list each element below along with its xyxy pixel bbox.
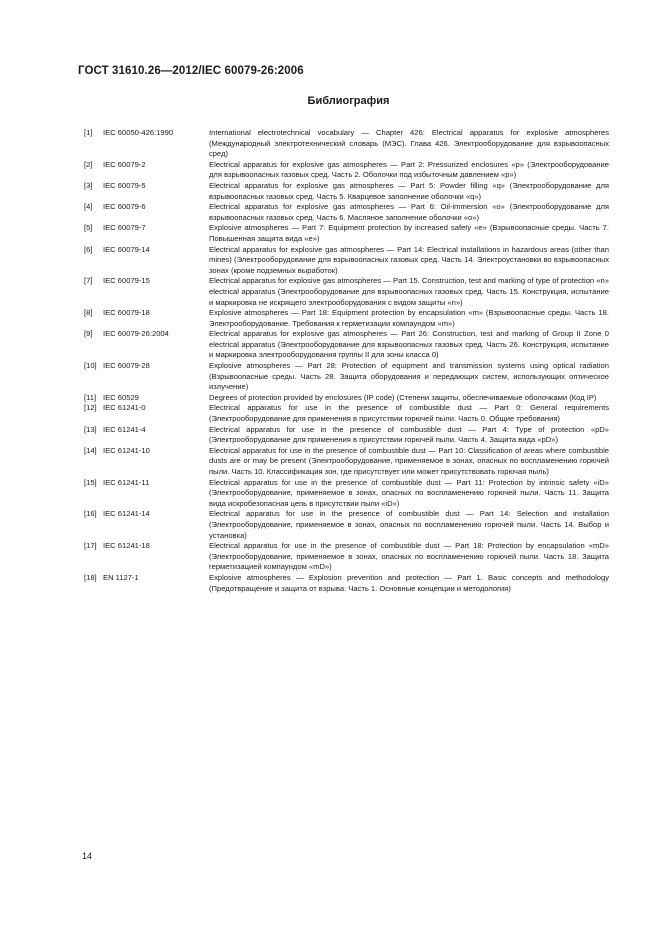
entry-standard-code: IEC 61241-0 — [103, 403, 146, 413]
entry-number: [3] — [84, 180, 93, 190]
entry-description: Explosive atmospheres — Part 28: Protection of equipment and transmission systems using optical radiation (Взрывоопасные среды. Часть 28. Защита оборудования и передающих систем, использующих оптическое излучение) — [209, 361, 609, 392]
entry-description: Electrical apparatus for use in the presence of combustible dust — Part 14: Selection and installation (Электрооборудование, применяемое в зонах, опасных по воспламенению горючей пыли. Часть 14. Выбор и установка) — [209, 509, 609, 540]
entry-description: Electrical apparatus for explosive gas atmospheres — Part 5: Powder filling «q» (Электрооборудование для взрывоопасных газовых сред. Часть 5. Кварцевое заполнение оболочки «q») — [209, 180, 609, 201]
entry-description: Degrees of protection provided by enclosures (IP code) (Степени защиты, обеспечиваемые оболочками (Код IP) — [209, 392, 597, 402]
entry-description: Electrical apparatus for use in the presence of combustible dust — Part 4: Type of protection «pD» (Электрооборудование для применения в присутствии горючей пыли. Часть 4. Защита вида «pD») — [209, 424, 609, 445]
entry-standard-code: IEC 60050-426:1990 — [103, 128, 174, 137]
entry-standard-code: IEC 60079-26:2004 — [103, 329, 169, 339]
entry-description: Electrical apparatus for use in the presence of combustible dust — Part 11: Protection by intrinsic safety «iD» (Электрооборудование, применяемое в зонах, опасных по воспламенению горючей пыли. Часть 11. Защита вида искробезопасная цепь в присутствии пыли «iD») — [209, 477, 609, 508]
entry-standard-code: IEC 60079-14 — [103, 244, 150, 254]
bibliography-entry — [84, 425, 609, 446]
bibliography-entry — [84, 393, 609, 404]
standard-header: ГОСТ 31610.26—2012/IEC 60079-26:2006 — [78, 65, 304, 77]
entry-description: Electrical apparatus for explosive gas atmospheres — Part 15. Construction, test and marking of type of protection «n» electrical apparatus (Электрооборудование для взрывоопасных газовых сред. Часть 15. Конструкция, испытание и маркировка не искрящего электрооборудования с видом защиты «n») — [209, 276, 609, 307]
entry-description: Electrical apparatus for use in the presence of combustible dust — Part 0: General requirements (Электрооборудование для применения в присутствии горючей пыли. Часть 0. Общие требования) — [209, 403, 609, 424]
entry-number: [14] — [84, 445, 97, 455]
entry-description: International electrotechnical vocabulary — Chapter 426: Electrical apparatus for explosive atmospheres (Международный электротехнический словарь (МЭС). Глава 426. Электрооборудование для взрывоопасных сред) — [209, 128, 609, 159]
entry-number: [6] — [84, 244, 93, 254]
bibliography-list — [84, 128, 609, 594]
entry-standard-code: IEC 61241-4 — [103, 424, 146, 434]
bibliography-entry — [84, 245, 609, 277]
entry-number: [18] — [84, 572, 97, 582]
entry-number: [15] — [84, 477, 97, 487]
entry-number: [16] — [84, 509, 97, 519]
entry-standard-code: IEC 60079-15 — [103, 276, 150, 286]
entry-description: Electrical apparatus for explosive gas atmospheres — Part 26: Construction, test and marking of Group II Zone 0 electrical apparatus (Электрооборудование для взрывоопасных газовых сред. Часть 26. Конструкция, испытание и маркировка электрооборудования группы II для зоны класса 0) — [209, 329, 609, 360]
entry-description: Explosive atmospheres — Part 7: Equipment protection by increased safety «e» (Взрывоопасные среды. Часть 7. Повышенная защита вида «e») — [209, 223, 609, 243]
bibliography-entry — [84, 128, 609, 160]
entry-standard-code: IEC 60079-7 — [103, 223, 146, 233]
entry-description: Electrical apparatus for explosive gas atmospheres — Part 6: Oil-immersion «o» (Электрооборудование для взрывоопасных газовых сред. Часть 6. Масляное заполнение оболочки «o») — [209, 202, 609, 222]
entry-number: [10] — [84, 361, 97, 371]
entry-number: [17] — [84, 541, 97, 551]
entry-standard-code: EN 1127-1 — [103, 572, 139, 582]
bibliography-entry — [84, 541, 609, 573]
entry-number: [7] — [84, 276, 93, 286]
entry-standard-code: IEC 61241-11 — [103, 477, 150, 487]
entry-standard-code: IEC 61241-18 — [103, 541, 150, 551]
entry-standard-code: IEC 60079-28 — [103, 361, 150, 371]
entry-number: [5] — [84, 223, 93, 233]
bibliography-entry — [84, 223, 609, 244]
entry-number: [13] — [84, 424, 97, 434]
bibliography-entry — [84, 509, 609, 541]
entry-number: [2] — [84, 159, 93, 169]
bibliography-entry — [84, 202, 609, 223]
entry-number: [4] — [84, 202, 93, 212]
page-number: 14 — [82, 851, 93, 861]
entry-standard-code: IEC 61241-14 — [103, 509, 150, 519]
entry-description: Explosive atmospheres — Explosion prevention and protection — Part 1. Basic concepts and methodology (Предотвращение и защита от взрыва. Часть 1. Основные концепции и методология) — [209, 572, 609, 593]
entry-standard-code: IEC 60079-18 — [103, 308, 150, 318]
section-title: Библиография — [307, 95, 390, 107]
bibliography-entry — [84, 329, 609, 361]
entry-description: Electrical apparatus for use in the presence of combustible dust — Part 18: Protection by encapsulation «mD» (Электрооборудование, применяемое в зонах, опасных по воспламенению горючей пыли. Часть 18. Защита герметизацией компаундом «mD») — [209, 541, 609, 572]
entry-description: Electrical apparatus for use in the presence of combustible dust — Part 10: Classification of areas where combustible dusts are or may be present (Электрооборудование, применяемое в зонах, опасных по воспламенению горючей пыли. Часть 10. Классификация зон, где присутствует или может присутствовать горючая пыль) — [209, 445, 609, 476]
bibliography-entry — [84, 276, 609, 308]
entry-number: [12] — [84, 403, 97, 413]
entry-standard-code: IEC 61241-10 — [103, 445, 150, 455]
entry-number: [8] — [84, 308, 93, 318]
entry-standard-code: IEC 60079-6 — [103, 202, 146, 212]
bibliography-entry — [84, 573, 609, 594]
entry-number: [1] — [84, 128, 93, 137]
bibliography-entry — [84, 308, 609, 329]
bibliography-entry — [84, 160, 609, 181]
entry-description: Electrical apparatus for explosive gas atmospheres — Part 14: Electrical installations in hazardous areas (other than mines) (Электрооборудование для взрывоопасных газовых сред. Часть 14. Электроустановки во взрывоопасных зонах (кроме подземных выработок) — [209, 244, 609, 275]
entry-description: Electrical apparatus for explosive gas atmospheres — Part 2: Pressurized enclosures «p» (Электрооборудование для взрывоопасных газовых сред. Часть 2. Оболочки под избыточным давлением «p») — [209, 159, 609, 180]
entry-number: [11] — [84, 392, 97, 402]
bibliography-entry — [84, 181, 609, 202]
entry-standard-code: IEC 60529 — [103, 392, 139, 402]
entry-standard-code: IEC 60079-2 — [103, 159, 146, 169]
bibliography-entry — [84, 478, 609, 510]
entry-description: Explosive atmospheres — Part 18: Equipment protection by encapsulation «m» (Взрывоопасные среды. Часть 18. Электрооборудование. Требования к герметизации компаундом «m») — [209, 308, 609, 328]
bibliography-entry — [84, 361, 609, 393]
bibliography-entry — [84, 403, 609, 424]
entry-standard-code: IEC 60079-5 — [103, 180, 146, 190]
bibliography-entry — [84, 446, 609, 478]
entry-number: [9] — [84, 329, 93, 339]
